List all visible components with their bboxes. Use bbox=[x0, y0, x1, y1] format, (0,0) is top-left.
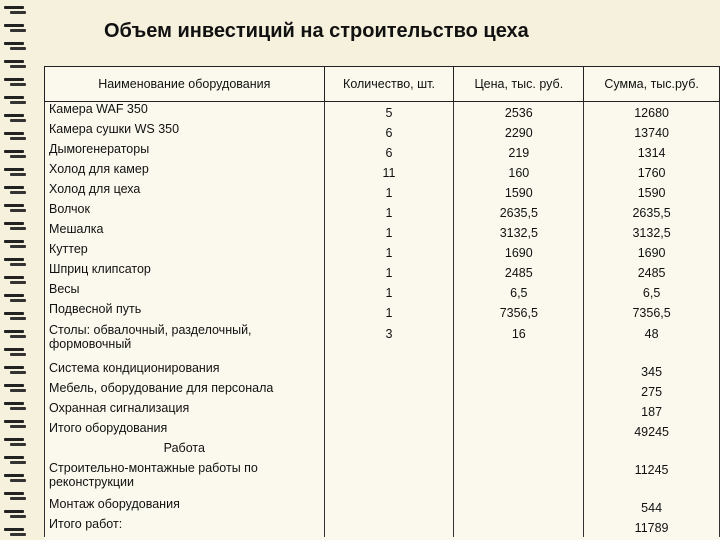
row-price: 3132,5 bbox=[454, 222, 584, 242]
table-header-row bbox=[45, 67, 720, 102]
row-price: 2536 bbox=[454, 102, 584, 122]
row-price: 2290 bbox=[454, 122, 584, 142]
row-sum: 6,5 bbox=[584, 282, 720, 302]
binding-ring bbox=[4, 312, 26, 321]
works-row-sum: 11245 bbox=[584, 461, 720, 497]
binding-ring bbox=[4, 168, 26, 177]
row-name: Итого оборудования bbox=[45, 421, 325, 441]
binding-ring bbox=[4, 96, 26, 105]
row-quantity bbox=[324, 401, 454, 421]
binding-ring bbox=[4, 438, 26, 447]
row-price: 1590 bbox=[454, 182, 584, 202]
row-name: Камера WAF 350 bbox=[45, 102, 325, 122]
works-row-name: Итого работ: bbox=[45, 517, 325, 537]
works-row-name: Монтаж оборудования bbox=[45, 497, 325, 517]
spiral-binding bbox=[0, 0, 36, 540]
row-name: Шприц клипсатор bbox=[45, 262, 325, 282]
binding-ring bbox=[4, 276, 26, 285]
binding-ring bbox=[4, 492, 26, 501]
page-title: Объем инвестиций на строительство цеха bbox=[104, 20, 529, 42]
binding-ring bbox=[4, 24, 26, 33]
row-sum: 12680 bbox=[584, 102, 720, 122]
row-name: Холод для камер bbox=[45, 162, 325, 182]
binding-ring bbox=[4, 60, 26, 69]
binding-ring bbox=[4, 186, 26, 195]
row-quantity: 6 bbox=[324, 122, 454, 142]
row-quantity: 6 bbox=[324, 142, 454, 162]
row-sum: 48 bbox=[584, 323, 720, 361]
investment-table bbox=[44, 66, 720, 537]
binding-ring bbox=[4, 366, 26, 375]
binding-ring bbox=[4, 132, 26, 141]
column-header-name: Наименование оборудования bbox=[45, 67, 325, 102]
binding-ring bbox=[4, 114, 26, 123]
binding-ring bbox=[4, 240, 26, 249]
binding-ring bbox=[4, 384, 26, 393]
column-header-sum: Сумма, тыс.руб. bbox=[584, 67, 720, 102]
row-price: 7356,5 bbox=[454, 302, 584, 323]
works-row-sum: 544 bbox=[584, 497, 720, 517]
row-price: 160 bbox=[454, 162, 584, 182]
binding-ring bbox=[4, 420, 26, 429]
section-heading-works: Работа bbox=[45, 441, 325, 461]
row-price: 16 bbox=[454, 323, 584, 361]
row-name: Камера сушки WS 350 bbox=[45, 122, 325, 142]
row-quantity: 1 bbox=[324, 242, 454, 262]
row-price bbox=[454, 421, 584, 441]
binding-ring bbox=[4, 402, 26, 411]
row-sum: 1314 bbox=[584, 142, 720, 162]
row-sum: 7356,5 bbox=[584, 302, 720, 323]
row-name: Мебель, оборудование для персонала bbox=[45, 381, 325, 401]
row-name: Куттер bbox=[45, 242, 325, 262]
row-name: Система кондиционирования bbox=[45, 361, 325, 381]
binding-ring bbox=[4, 150, 26, 159]
row-name: Столы: обвалочный, разделочный, формовочный bbox=[45, 323, 325, 361]
row-sum: 2485 bbox=[584, 262, 720, 282]
row-price bbox=[454, 381, 584, 401]
row-price: 1690 bbox=[454, 242, 584, 262]
row-name: Охранная сигнализация bbox=[45, 401, 325, 421]
row-name: Волчок bbox=[45, 202, 325, 222]
binding-ring bbox=[4, 456, 26, 465]
investment-table-container bbox=[44, 66, 720, 540]
binding-ring bbox=[4, 204, 26, 213]
row-price: 2635,5 bbox=[454, 202, 584, 222]
row-name: Дымогенераторы bbox=[45, 142, 325, 162]
binding-ring bbox=[4, 258, 26, 267]
row-quantity: 5 bbox=[324, 102, 454, 122]
row-sum: 49245 bbox=[584, 421, 720, 441]
works-row-sum: 11789 bbox=[584, 517, 720, 537]
row-quantity: 1 bbox=[324, 182, 454, 202]
works-row-name: Строительно-монтажные работы по реконструкции bbox=[45, 461, 325, 497]
binding-ring bbox=[4, 510, 26, 519]
row-quantity: 11 bbox=[324, 162, 454, 182]
row-name: Весы bbox=[45, 282, 325, 302]
row-name: Подвесной путь bbox=[45, 302, 325, 323]
row-quantity bbox=[324, 421, 454, 441]
row-name: Мешалка bbox=[45, 222, 325, 242]
row-quantity: 1 bbox=[324, 302, 454, 323]
row-name: Холод для цеха bbox=[45, 182, 325, 202]
row-quantity: 1 bbox=[324, 222, 454, 242]
row-sum: 275 bbox=[584, 381, 720, 401]
row-sum: 13740 bbox=[584, 122, 720, 142]
row-price: 219 bbox=[454, 142, 584, 162]
row-quantity: 1 bbox=[324, 202, 454, 222]
row-quantity: 1 bbox=[324, 262, 454, 282]
row-sum: 345 bbox=[584, 361, 720, 381]
row-sum: 2635,5 bbox=[584, 202, 720, 222]
row-price: 6,5 bbox=[454, 282, 584, 302]
column-header-quantity: Количество, шт. bbox=[324, 67, 454, 102]
row-quantity bbox=[324, 381, 454, 401]
row-quantity bbox=[324, 361, 454, 381]
binding-ring bbox=[4, 222, 26, 231]
binding-ring bbox=[4, 78, 26, 87]
row-sum: 1590 bbox=[584, 182, 720, 202]
binding-ring bbox=[4, 474, 26, 483]
row-sum: 3132,5 bbox=[584, 222, 720, 242]
binding-ring bbox=[4, 348, 26, 357]
row-price bbox=[454, 361, 584, 381]
column-header-price: Цена, тыс. руб. bbox=[454, 67, 584, 102]
binding-ring bbox=[4, 6, 26, 15]
row-sum: 1690 bbox=[584, 242, 720, 262]
binding-ring bbox=[4, 528, 26, 537]
binding-ring bbox=[4, 294, 26, 303]
row-quantity: 3 bbox=[324, 323, 454, 361]
row-sum: 1760 bbox=[584, 162, 720, 182]
row-quantity: 1 bbox=[324, 282, 454, 302]
binding-ring bbox=[4, 330, 26, 339]
row-price: 2485 bbox=[454, 262, 584, 282]
row-price bbox=[454, 401, 584, 421]
row-sum: 187 bbox=[584, 401, 720, 421]
binding-ring bbox=[4, 42, 26, 51]
